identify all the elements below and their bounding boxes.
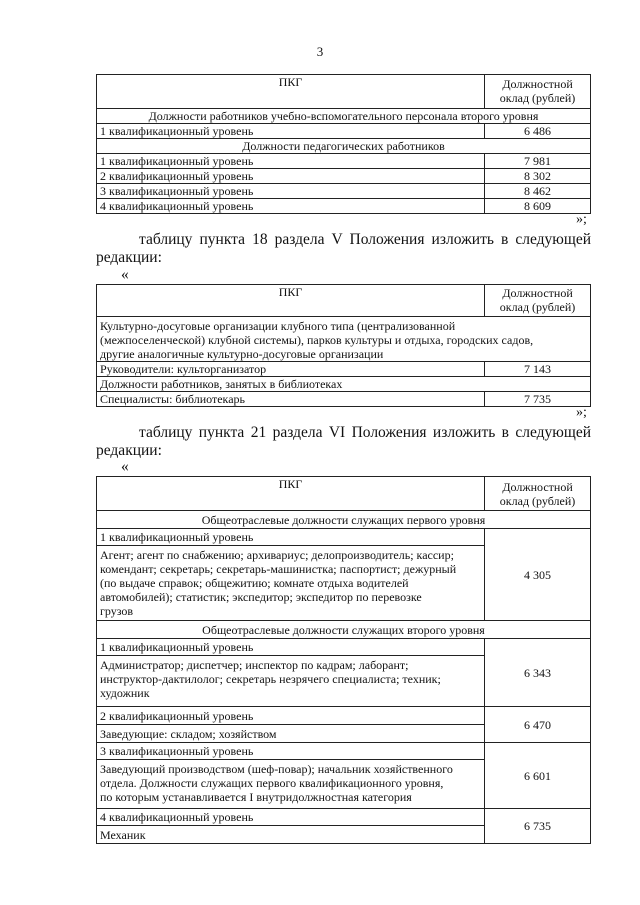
table3-header-salary-line2: оклад (рублей) (499, 494, 576, 508)
table1-group-heading: Должности работников учебно-вспомогательного персонала второго уровня (97, 109, 591, 124)
table3-positions-line: Заведующий производством (шеф-повар); начальник хозяйственного (100, 762, 453, 776)
table3-level-positions: Механик (97, 826, 485, 844)
table3-positions-line: автомобилей); статистик; экспедитор; экспедитор по перевозке (100, 590, 422, 604)
table2-header-salary-line1: Должностной (502, 286, 573, 300)
table1-group-heading: Должности педагогических работников (97, 139, 591, 154)
table3-level-label: 3 квалификационный уровень (97, 743, 485, 760)
table1-row-value: 7 981 (485, 154, 591, 169)
salary-table-1 (96, 74, 591, 214)
table2-header-salary-line2: оклад (рублей) (499, 300, 576, 314)
table1-row-value: 8 302 (485, 169, 591, 184)
table1-header-salary (485, 75, 591, 109)
table3-level-label: 1 квалификационный уровень (97, 639, 485, 656)
table3-level-label: 1 квалификационный уровень (97, 529, 485, 546)
closing-quote-2: »; (576, 405, 587, 420)
table1-header-salary-line2: оклад (рублей) (499, 91, 576, 105)
table1-row-value: 6 486 (485, 124, 591, 139)
table1-row-label: 4 квалификационный уровень (97, 199, 485, 214)
closing-quote-1: »; (576, 212, 587, 227)
table3-level-value: 6 735 (485, 809, 591, 844)
table1-row-label: 1 квалификационный уровень (97, 124, 485, 139)
table1-header-salary-line1: Должностной (502, 77, 573, 91)
table3-level-label: 2 квалификационный уровень (97, 707, 485, 725)
table3-positions-line: грузов (100, 604, 134, 618)
table3-level-value: 6 470 (485, 707, 591, 743)
salary-table-2 (96, 284, 591, 407)
table1-row-value: 8 462 (485, 184, 591, 199)
table3-positions-line: отдела. Должности служащих первого квалификационного уровня, (100, 776, 444, 790)
opening-quote-2: « (121, 458, 129, 475)
table2-group-heading-line1: Культурно-досуговые организации клубного типа (централизованной (100, 319, 456, 333)
table2-header-pkg-text: ПКГ (278, 285, 303, 299)
table2-row-value: 7 143 (485, 362, 591, 377)
table3-level-positions (97, 656, 485, 707)
salary-table-3 (96, 476, 591, 844)
table3-header-pkg (97, 477, 485, 511)
table3-level-value: 4 305 (485, 529, 591, 621)
paragraph-1-line2: редакции: (96, 249, 162, 266)
page-number: 3 (316, 44, 324, 59)
table3-level-positions: Заведующие: складом; хозяйством (97, 725, 485, 743)
table3-positions-line: художник (100, 686, 150, 700)
table3-positions-line: по которым устанавливается I внутридолжностная категория (100, 790, 412, 804)
table3-header-salary (485, 477, 591, 511)
table3-level-value: 6 601 (485, 743, 591, 809)
table1-row-label: 1 квалификационный уровень (97, 154, 485, 169)
table3-level-positions (97, 760, 485, 809)
table1-row-label: 2 квалификационный уровень (97, 169, 485, 184)
table3-positions-line: инструктор-дактилолог; секретарь незрячего специалиста; техник; (100, 672, 441, 686)
table3-level-positions (97, 546, 485, 621)
paragraph-2-line2: редакции: (96, 442, 162, 459)
table3-header-salary-line1: Должностной (502, 480, 573, 494)
table3-positions-line: Агент; агент по снабжению; архивариус; делопроизводитель; кассир; (100, 548, 454, 562)
paragraph-1-line1: таблицу пункта 18 раздела V Положения изложить в следующей (139, 231, 591, 248)
table1-header-pkg-text: ПКГ (278, 75, 303, 89)
table3-group-heading: Общеотраслевые должности служащих первого уровня (97, 511, 591, 529)
table1-header-pkg (97, 75, 485, 109)
table1-row-value: 8 609 (485, 199, 591, 214)
table3-positions-line: комендант; секретарь; секретарь-машинистка; паспортист; дежурный (100, 562, 457, 576)
table2-group-heading-line2: (межпоселенческой) клубной системы), парков культуры и отдыха, городских садов, (100, 333, 534, 347)
table1-row-label: 3 квалификационный уровень (97, 184, 485, 199)
table2-group-heading-line3: другие аналогичные культурно-досуговые организации (100, 347, 384, 361)
table3-level-label: 4 квалификационный уровень (97, 809, 485, 826)
table2-group-heading (97, 317, 591, 362)
table2-row-value: 7 735 (485, 392, 591, 407)
table3-positions-line: (по выдаче справок; общежитию; комнате отдыха водителей (100, 576, 409, 590)
table2-header-pkg (97, 285, 485, 317)
table3-positions-line: Администратор; диспетчер; инспектор по кадрам; лаборант; (100, 658, 409, 672)
table3-level-value: 6 343 (485, 639, 591, 707)
opening-quote-1: « (121, 266, 129, 283)
paragraph-2-line1: таблицу пункта 21 раздела VI Положения изложить в следующей (139, 424, 591, 441)
table2-row-label: Специалисты: библиотекарь (97, 392, 485, 407)
table2-group-heading: Должности работников, занятых в библиотеках (97, 377, 591, 392)
table2-header-salary (485, 285, 591, 317)
table2-row-label: Руководители: культорганизатор (97, 362, 485, 377)
table3-header-pkg-text: ПКГ (278, 477, 303, 491)
table3-group-heading: Общеотраслевые должности служащих второго уровня (97, 621, 591, 639)
